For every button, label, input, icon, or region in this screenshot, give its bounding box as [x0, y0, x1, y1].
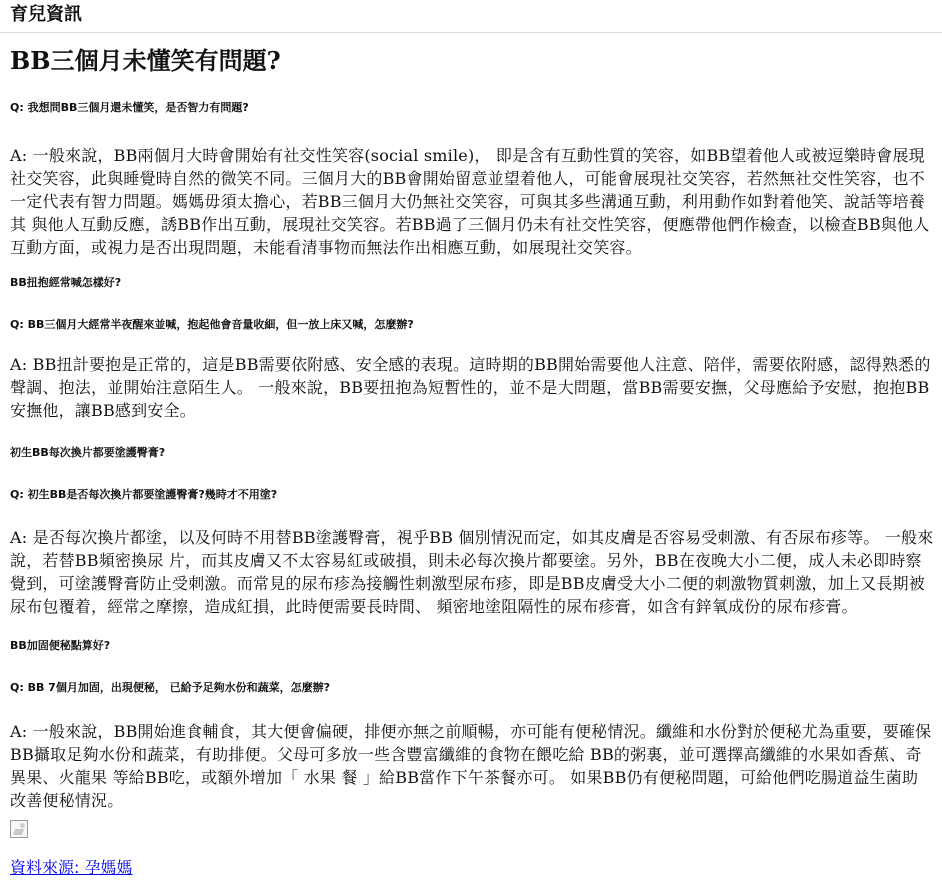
article-page [10, 0, 934, 886]
source-link[interactable]: 資料來源: 孕媽媽 [10, 858, 133, 877]
article-title: BB三個月未懂笑有問題? [10, 46, 281, 75]
section-title: 育兒資訊 [10, 4, 82, 25]
answer-1: A: 一般來說，BB兩個月大時會開始有社交性笑容(social smile)， 即是含有互動性質的笑容，如BB望着他人或被逗樂時會展現社交笑容，此與睡覺時自然的微笑不同。三個月大的BB會開始留意並望着他人，可能會展現社交笑容，若然無社交性笑容，也不一定代表有智力問題。媽媽毋須太擔心，若BB三個月大仍無社交笑容，可與其多些溝通互動，利用動作如對着他笑、說話等培養其 與他人互動反應，誘BB作出互動，展現社交笑容。若BB過了三個月仍未有社交性笑容，便應帶他們作檢查，以檢查BB與他人互動方面，或視力是否出現問題，未能看清事物而無法作出相應互動，如展現社交笑容。 [10, 146, 930, 257]
answer-2: A: BB扭計要抱是正常的，這是BB需要依附感、安全感的表現。這時期的BB開始需要他人注意、陪伴，需要依附感，認得熟悉的聲調、抱法，並開始注意陌生人。 一般來說，BB要扭抱為短暫性的，並不是大問題，當BB需要安撫，父母應給予安慰，抱抱BB安撫他，讓BB感到安全。 [10, 355, 931, 420]
question-4: Q: BB 7個月加固，出現便秘， 已給予足夠水份和蔬菜，怎麼辦? [10, 681, 331, 694]
broken-image-icon [10, 820, 28, 838]
question-1: Q: 我想問BB三個月還未懂笑，是否智力有問題? [10, 101, 249, 114]
subheading-2: BB扭抱經常喊怎樣好? [10, 276, 122, 289]
subheading-3: 初生BB每次換片都要塗護臀膏? [10, 446, 166, 459]
subheading-4: BB加固便秘點算好? [10, 639, 111, 652]
section-divider [0, 32, 942, 33]
answer-3: A: 是否每次換片都塗，以及何時不用替BB塗護臀膏，視乎BB 個別情況而定，如其皮膚是否容易受刺激、有否尿布疹等。 一般來說，若替BB頻密換尿 片，而其皮膚又不太容易紅或破損，則未必每次換片都要塗。另外，BB在夜晚大小二便，成人未必即時察覺到，可塗護臀膏防止受刺激。而常見的尿布疹為接觸性刺激型尿布疹，即是BB皮膚受大小二便的刺激物質刺激，加上又長期被尿布包覆着，經常之摩擦，造成紅損，此時便需要長時間、 頻密地塗阻隔性的尿布疹膏，如含有鋅氧成份的尿布疹膏。 [10, 528, 934, 616]
question-3: Q: 初生BB是否每次換片都要塗護臀膏?幾時才不用塗? [10, 488, 278, 501]
answer-4: A: 一般來說，BB開始進食輔食，其大便會偏硬，排便亦無之前順暢，亦可能有便秘情況。纖維和水份對於便秘尤為重要，要確保BB攝取足夠水份和蔬菜，有助排便。父母可多放一些含豐富纖維的食物在餵吃給 BB的粥裏，並可選擇高纖維的水果如香蕉、奇異果、火龍果 等給BB吃，或額外增加「 水果 餐 」給BB當作下午茶餐亦可。 如果BB仍有便秘問題，可給他們吃腸道益生菌助改善便秘情況。 [10, 722, 932, 810]
question-2: Q: BB三個月大經常半夜醒來並喊，抱起他會音量收細，但一放上床又喊，怎麼辦? [10, 318, 414, 331]
